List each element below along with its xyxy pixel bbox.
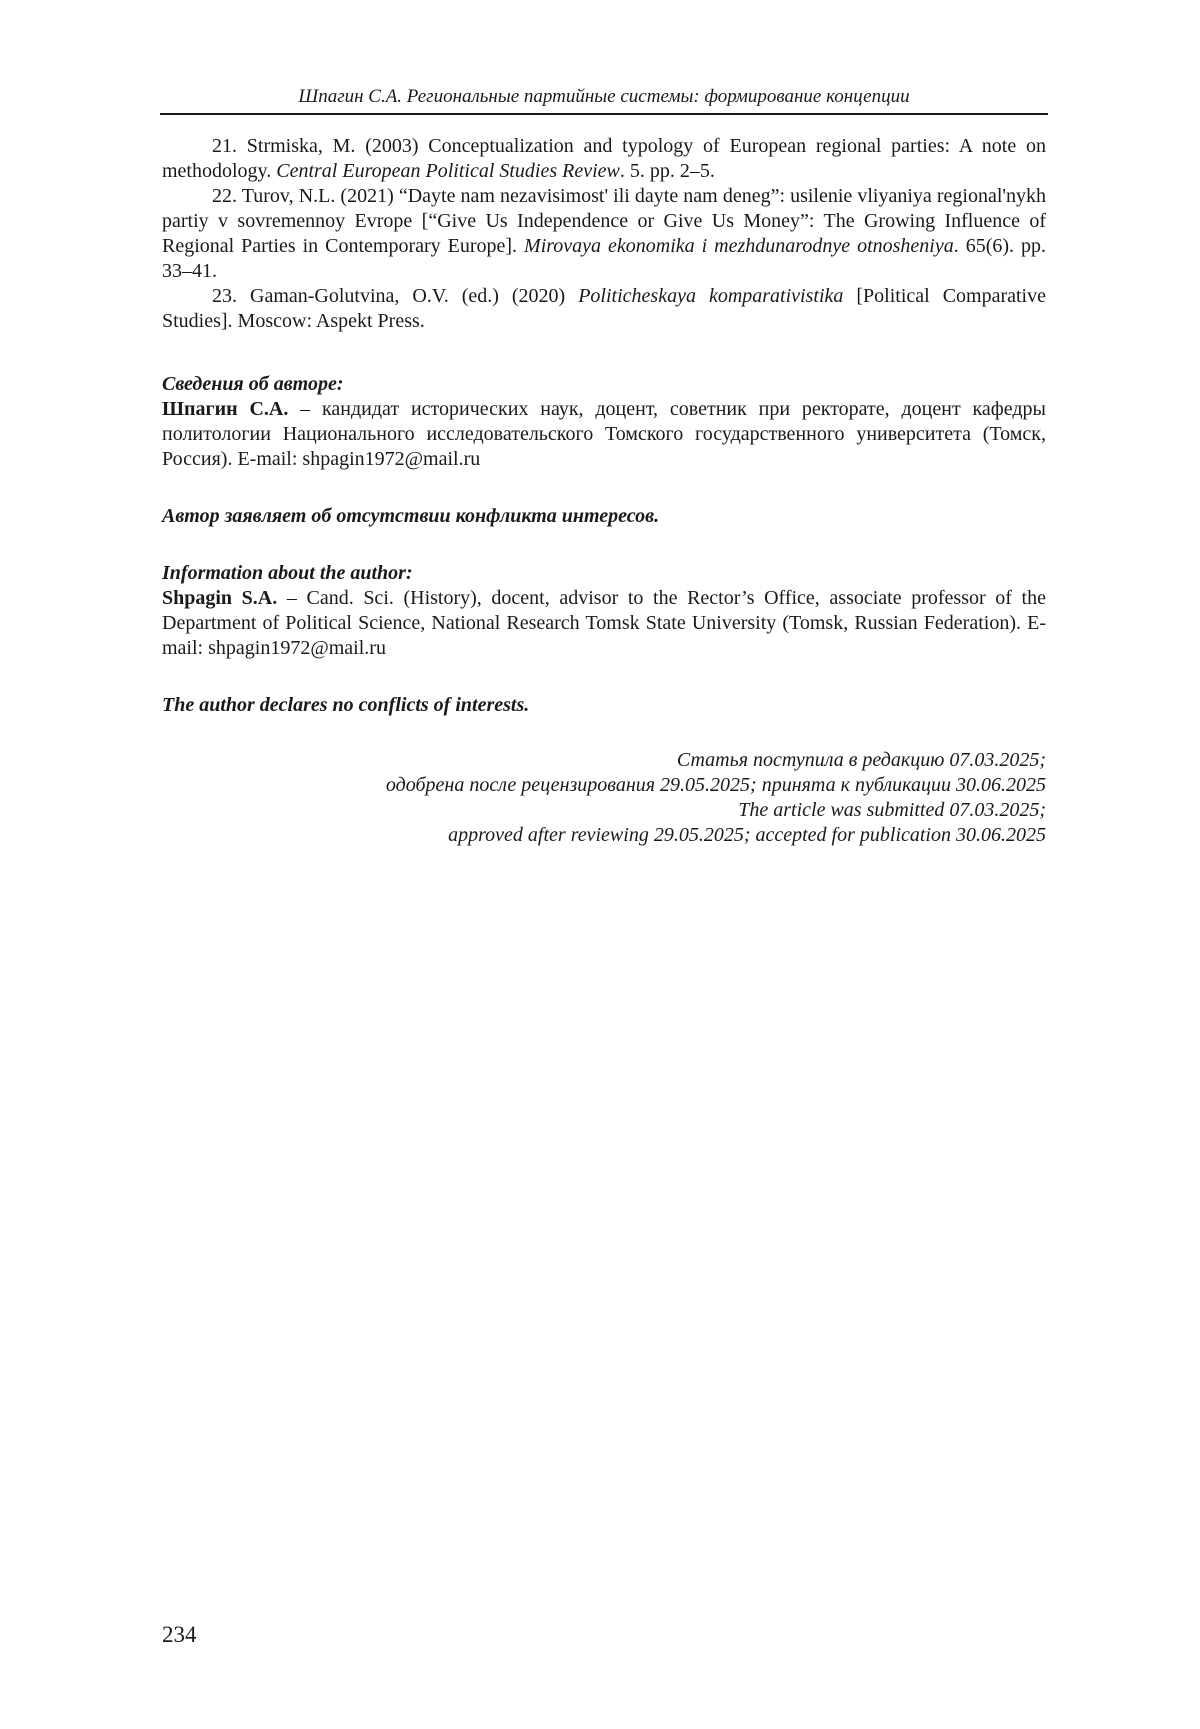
reference-text: Strmiska, M. (2003) Conceptualization and typology of European regional parties: A note on methodology. [162, 135, 1046, 182]
author-name-en: Shpagin S.A. [162, 587, 278, 609]
approved-date-en: approved after reviewing 29.05.2025; accepted for publication 30.06.2025 [448, 824, 1046, 846]
reference-details: [Political Comparative Studies]. Moscow: Aspekt Press. [162, 285, 1046, 332]
author-info-ru [162, 397, 1046, 472]
author-name-ru: Шпагин С.А. [162, 398, 289, 420]
reference-22 [162, 184, 1046, 284]
conflict-statement-ru: Автор заявляет об отсутствии конфликта интересов. [162, 505, 660, 527]
reference-book-title: Politicheskaya komparativistika [578, 285, 844, 307]
reference-text: Gaman-Golutvina, O.V. (ed.) (2020) [250, 285, 566, 307]
reference-21 [162, 134, 1046, 184]
author-description-ru: – кандидат исторических наук, доцент, советник при ректорате, доцент кафедры политологии Национального исследовательского Томского государственного университета (Томск, Россия). E-mail: shpagin1972@mail.ru [162, 398, 1046, 470]
spacer [162, 529, 1046, 561]
reference-journal: Mirovaya ekonomika i mezhdunarodnye otnosheniya [524, 235, 954, 257]
author-info-heading-ru: Сведения об авторе: [162, 373, 344, 395]
publication-dates [162, 748, 1046, 848]
spacer [162, 334, 1046, 372]
spacer [162, 661, 1046, 693]
page-number: 234 [162, 1622, 197, 1647]
spacer [162, 472, 1046, 504]
conflict-statement-en: The author declares no conflicts of interests. [162, 694, 530, 716]
submitted-date-ru: Статья поступила в редакцию 07.03.2025; [676, 749, 1046, 771]
author-info-heading-en: Information about the author: [162, 562, 413, 584]
main-text [162, 134, 1046, 848]
reference-number: 21. [212, 135, 237, 157]
submitted-date-en: The article was submitted 07.03.2025; [738, 799, 1046, 821]
reference-details: . 5. pp. 2–5. [619, 160, 715, 182]
author-description-en: – Cand. Sci. (History), docent, advisor to the Rector’s Office, associate professor of the Department of Political Science, National Research Tomsk State University (Tomsk, Russian Federation). E-mail: shpagin1972@mail.ru [162, 587, 1046, 659]
reference-text: Turov, N.L. (2021) “Dayte nam nezavisimost' ili dayte nam deneg”: usilenie vliyaniya regional'nykh partiy v sovremennoy Evrope [“Give Us Independence or Give Us Money”: The Growing Influence of Regional Parties in Contemporary Europe]. [162, 185, 1047, 257]
author-info-en [162, 586, 1046, 661]
reference-23 [162, 284, 1046, 334]
reference-details: . 65(6). pp. 33–41. [162, 235, 1046, 282]
reference-number: 22. [212, 185, 237, 207]
header-rule [160, 113, 1048, 115]
running-header: Шпагин С.А. Региональные партийные системы: формирование концепции [298, 86, 910, 107]
approved-date-ru: одобрена после рецензирования 29.05.2025; принята к публикации 30.06.2025 [385, 774, 1046, 796]
reference-journal: Central European Political Studies Review [276, 160, 620, 182]
reference-number: 23. [212, 285, 237, 307]
